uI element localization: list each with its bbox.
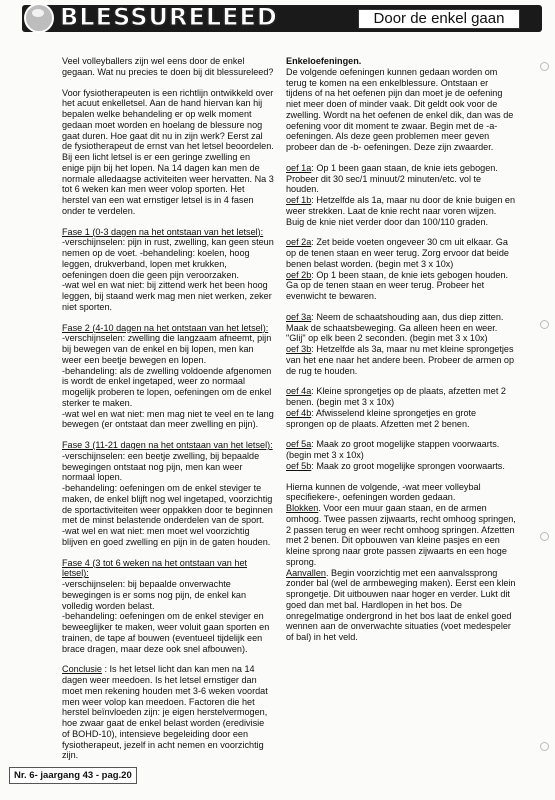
exercises-heading: Enkeloefeningen. [286,56,362,66]
exercise-label: oef 4a [286,386,312,397]
attack-label: Aanvallen [286,567,326,578]
phase-text: -verschijnselen: een beetje zwelling, bij bepaalde bewegingen ontstaat nog pijn, men kan weer normaal lopen. [62,450,260,483]
exercise-label: oef 3a [286,311,312,322]
phase-text: -wat wel en wat niet: men mag niet te veel en te lang bewegen (er ontstaat dan meer zwelling en pijn). [62,408,274,430]
exercise-2 [286,237,516,302]
conclusion [62,664,274,761]
exercise-1 [286,163,516,228]
exercise-text: : Op 1 been gaan staan, de knie iets gebogen. Probeer dit 30 sec/1 minuut/2 minuten/etc. vol te houden. [286,162,498,195]
exercises-intro: De volgende oefeningen kunnen gedaan worden om terug te komen na een enkelblessure. Ontstaan er tijdens of na het oefenen pijn dan moet je de oefening niet meer doen of minder vaak. Dit geldt ook voor de zwelling. Wordt na het oefenen de enkel dik, dan was de oefening voor dit moment te zwaar. Begin met de -a- oefeningen. Als deze geen problemen meer geven probeer dan de -b- oefeningen. Deze zijn zwaarder. [286,66,514,152]
exercise-text: : Neem de schaatshouding aan, dus diep zitten. Maak de schaatsbeweging. Ga alleen heen en weer. "Glij" op elk been 2 seconden. (begin met 3 x 10x) [286,311,504,344]
blocking-text: . Voor een muur gaan staan, en de armen omhoog. Twee passen zijwaarts, recht omhoog springen, 2 passen terug en weer recht omhoog springen. Afzetten met 2 benen. Dit opbouwen van kleine pasjes en een kleine sprong naar grote passen zijwaarts en een hoge sprong. [286,503,516,567]
exercise-text: : Maak zo groot mogelijke stappen voorwaarts. (begin met 3 x 10x) [286,439,500,460]
phase-text: -behandeling: als de zwelling voldoende afgenomen is wordt de enkel ingetaped, weer zo normaal mogelijk proberen te lopen, oefeningen om de enkel sterker te maken. [62,365,272,408]
right-column [286,56,516,653]
phase-heading: Fase 2 (4-10 dagen na het ontstaan van het letsel): [62,322,269,333]
exercise-3 [286,312,516,377]
page-footer: Nr. 6- jaargang 43 - pag.20 [9,767,137,784]
exercise-text: : Hetzelfde als 3a, maar nu met kleine sprongetjes van het ene naar het andere been. Probeer de armen op de rug te houden. [286,344,515,376]
attack-text: . Begin voorzichtig met een aanvalssprong zonder bal (wel de armbeweging maken). Eerst een klein sprongetje. Dit uitbouwen naar hoger en verder. Lukt dit goed dan met bal. Hardlopen in het bos. De onregelmatige ondergrond in het bos laat de enkel goed wennen aan de onverwachte situaties (voet medespeler of bal) in het veld. [286,567,516,642]
phase-2 [62,323,274,431]
physio-paragraph: Voor fysiotherapeuten is een richtlijn ontwikkeld over het acuut enkelletsel. Aan de hand hiervan kan hij bepalen welke behandeling er op welk moment gedaan moet worden en hoelang de blessure nog gaat duren. Hoe gaat dit nu in zijn werk? Eerst zal de fysiotherapeut de ernst van het letsel beoordelen. Bij een licht letsel is er een geringe zwelling en enige pijn bij het lopen. Na 14 dagen kan men de normale alledaagse activiteiten weer hervatten. Na 3 tot 6 weken kan men weer volop sporten. Het herstel van een wat ernstiger letsel is in 4 fasen onder te verdelen. [62,87,274,216]
exercise-label: oef 4b [286,407,312,418]
punch-hole-icon [540,62,549,71]
phase-text: -verschijnselen: zwelling die langzaam afneemt, pijn bij bewegen van de enkel en bij lopen, men kan weer een beetje bewegen en lopen. [62,333,272,365]
exercise-text: : Op 1 been staan, de knie iets gebogen houden. Ga op de tenen staan en weer terug. Probeer het evenwicht te bewaren. [286,269,508,301]
exercise-text: : Afwisselend kleine sprongetjes en grote sprongen op de plaats. Afzetten met 2 benen. [286,407,477,429]
punch-hole-icon [540,742,549,751]
phase-1 [62,227,274,313]
volleyball-specific [286,482,516,643]
phase-text: -wat wel en wat niet: men moet wel voorzichtig blijven en goed zwelling en pijn in de gaten houden. [62,526,271,547]
exercise-text: : Hetzelfde als 1a, maar nu door de knie buigen en weer strekken. Laat de knie recht naar voren wijzen. Buig de knie niet verder door dan 100/110 graden. [286,195,516,227]
exercise-label: oef 1b [286,195,312,205]
exercise-label: oef 2a [286,237,312,248]
phase-heading: Fase 1 (0-3 dagen na het ontstaan van het letsel): [62,226,264,237]
exercise-label: oef 2b [286,269,312,280]
exercise-5 [286,439,516,471]
specific-intro: Hierna kunnen de volgende, -wat meer volleybal specifiekere-, oefeningen worden gedaan. [286,481,481,503]
phase-3 [62,440,274,548]
exercise-text: : Kleine sprongetjes op de plaats, afzetten met 2 benen. (begin met 3 x 10x) [286,386,506,407]
section-title: BLESSURELEED [60,3,278,31]
blocking-label: Blokken [286,503,319,513]
punch-hole-icon [540,320,549,329]
exercise-label: oef 5b [286,460,312,471]
exercise-label: oef 1a [286,162,312,173]
exercise-4 [286,386,516,429]
exercise-label: oef 3b [286,344,312,354]
article-topic: Door de enkel gaan [358,9,520,29]
exercise-text: : Zet beide voeten ongeveer 30 cm uit elkaar. Ga op de tenen staan en weer terug. Zorg ervoor dat beide benen belast worden. (begin met 3 x 10x) [286,237,509,269]
volleyball-logo-icon [24,3,54,33]
intro-paragraph: Veel volleyballers zijn wel eens door de enkel gegaan. Wat nu precies te doen bij dit blessureleed? [62,56,274,77]
phase-text: -behandeling: oefeningen om de enkel steviger en beweeglijker te maken, weer voluit gaan sporten en trainen, de tape af bouwen (eventueel tijdelijk een brace dragen, maar deze ook snel afbouwen). [62,611,270,654]
phase-heading: Fase 3 (11-21 dagen na het ontstaan van het letsel): [62,440,273,450]
phase-text: -behandeling: oefeningen om de enkel steviger te maken, de enkel blijft nog wel ingetaped, voorzichtig de sportactiviteiten weer oppakken door te beginnen met de minst belastende onderdelen van de sport. [62,483,273,526]
exercise-text: : Maak zo groot mogelijke sprongen voorwaarts. [311,460,505,471]
conclusion-text: : Is het letsel licht dan kan men na 14 dagen weer meedoen. Is het letsel ernstiger dan moet men rekening houden met 3-6 weken voordat men weer volop kan meedoen. Factoren die het herstel beïnvloeden zijn: je eigen herstelvermogen, hoe zwaar gaat de enkel belast worden (eredivisie of BOHD-10), intensieve begeleiding door een fysiotherapeut, jezelf in acht nemen en voorzichtig zijn. [62,664,268,761]
phase-text: -verschijnselen: pijn in rust, zwelling, kan geen steun nemen op de voet. -behandeling: koelen, hoog leggen, drukverband, lopen met krukken, oefeningen doen die geen pijn veroorzaken. [62,237,274,280]
conclusion-label: Conclusie [62,664,102,675]
phase-text: -verschijnselen: bij bepaalde onverwachte bewegingen is er soms nog pijn, de enkel kan volledig worden belast. [62,579,247,611]
punch-hole-icon [540,532,549,541]
left-column [62,56,274,771]
phase-heading: Fase 4 (3 tot 6 weken na het ontstaan van het letsel): [62,557,248,579]
phase-4 [62,558,274,655]
exercise-label: oef 5a [286,439,312,450]
phase-text: -wat wel en wat niet: bij zittend werk het been hoog leggen, bij staand werk mag men niet werken, zeker niet sporten. [62,280,272,312]
